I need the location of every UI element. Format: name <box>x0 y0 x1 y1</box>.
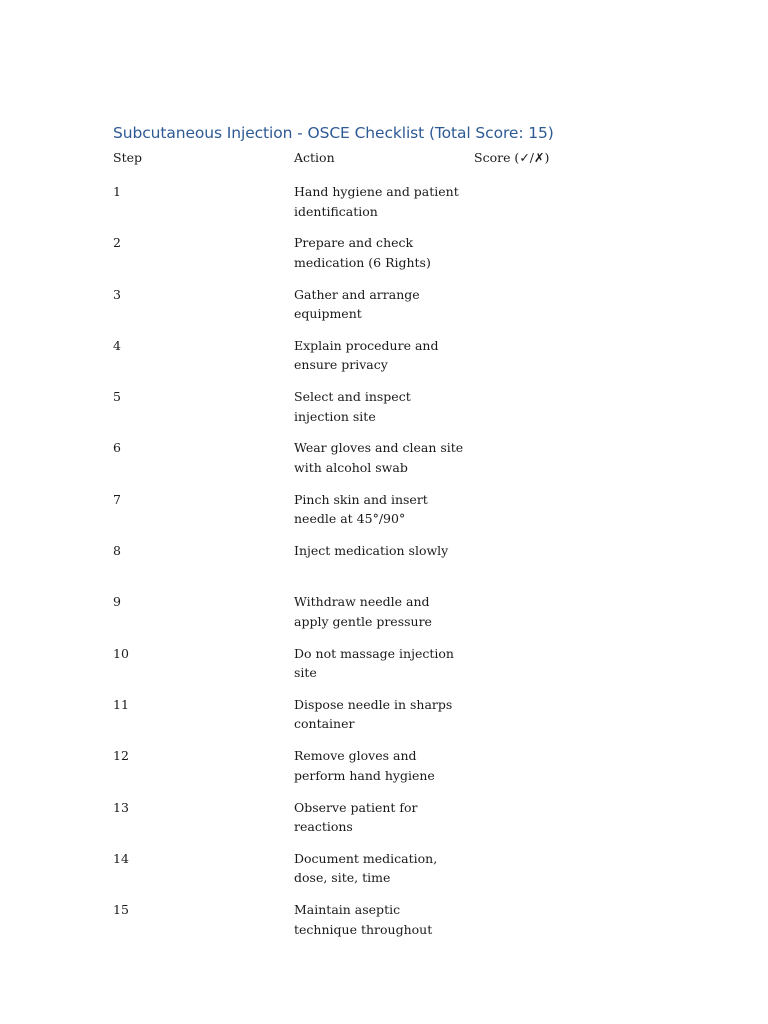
score-cell <box>474 644 594 664</box>
action-text: Hand hygiene and patient identification <box>294 184 459 219</box>
step-number: 4 <box>113 337 121 353</box>
action-text: Select and inspect injection site <box>294 389 411 424</box>
table-row <box>0 233 768 284</box>
table-row <box>0 592 768 643</box>
score-cell <box>474 490 594 510</box>
score-cell <box>474 285 594 305</box>
score-cell <box>474 592 594 612</box>
step-number: 13 <box>113 799 129 815</box>
step-number: 7 <box>113 491 121 507</box>
score-cell <box>474 900 594 920</box>
action-text: Dispose needle in sharps container <box>294 696 453 732</box>
step-number: 2 <box>113 235 121 251</box>
table-row <box>0 387 768 438</box>
checklist-table <box>0 182 768 951</box>
column-header-step: Step <box>113 150 142 165</box>
score-cell <box>474 798 594 818</box>
step-number: 10 <box>113 645 129 661</box>
step-number: 3 <box>113 286 121 302</box>
table-row <box>0 182 768 233</box>
score-cell <box>474 182 594 202</box>
action-text: Do not massage injection site <box>294 645 454 681</box>
action-text: Maintain aseptic technique throughout <box>294 902 433 937</box>
action-text: Prepare and check medication (6 Rights) <box>294 235 431 270</box>
table-row <box>0 849 768 900</box>
score-cell <box>474 849 594 869</box>
action-text: Pinch skin and insert needle at 45°/90° <box>294 491 428 527</box>
step-number: 1 <box>113 184 121 199</box>
score-cell <box>474 387 594 407</box>
table-row <box>0 541 768 592</box>
action-text: Explain procedure and ensure privacy <box>294 337 439 373</box>
action-text: Wear gloves and clean site with alcohol swab <box>294 440 464 475</box>
score-cell <box>474 746 594 766</box>
step-number: 6 <box>113 440 121 456</box>
score-cell <box>474 541 594 561</box>
step-number: 12 <box>113 748 129 764</box>
table-row <box>0 644 768 695</box>
score-cell <box>474 336 594 356</box>
step-number: 11 <box>113 696 129 712</box>
step-number: 9 <box>113 594 121 610</box>
action-text: Inject medication slowly <box>294 543 449 559</box>
score-cell <box>474 695 594 715</box>
table-row <box>0 336 768 387</box>
action-text: Withdraw needle and apply gentle pressure <box>294 594 432 629</box>
table-row <box>0 490 768 541</box>
score-cell <box>474 233 594 253</box>
action-text: Remove gloves and perform hand hygiene <box>294 748 435 783</box>
step-number: 15 <box>113 902 129 918</box>
table-row <box>0 438 768 489</box>
table-row <box>0 285 768 336</box>
action-text: Observe patient for reactions <box>294 799 418 835</box>
score-cell <box>474 438 594 458</box>
action-text: Document medication, dose, site, time <box>294 850 438 886</box>
action-text: Gather and arrange equipment <box>294 286 420 322</box>
column-header-action: Action <box>294 150 335 165</box>
document-title: Subcutaneous Injection - OSCE Checklist (Total Score: 15) <box>113 124 554 142</box>
step-number: 8 <box>113 543 121 559</box>
step-number: 14 <box>113 850 129 866</box>
table-row <box>0 900 768 951</box>
column-header-score: Score (✓/✗) <box>474 150 550 165</box>
step-number: 5 <box>113 389 121 405</box>
table-row <box>0 695 768 746</box>
table-row <box>0 746 768 797</box>
table-row <box>0 798 768 849</box>
